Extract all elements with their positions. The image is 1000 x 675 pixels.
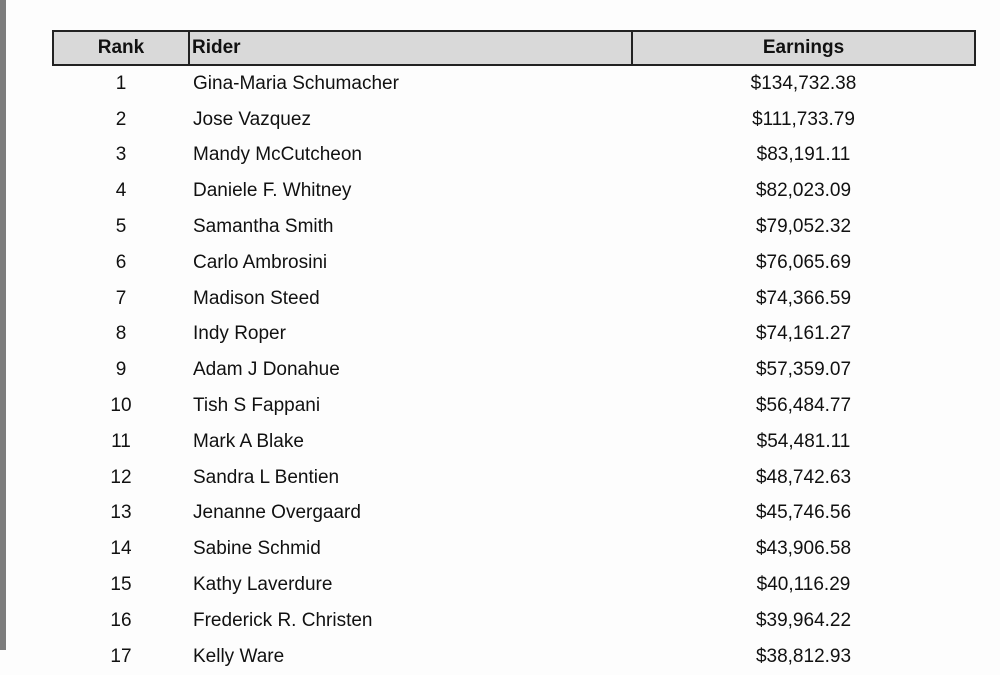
rank-cell: 3 xyxy=(115,144,127,166)
rank-cell: 6 xyxy=(115,251,127,273)
rider-cell: Jose Vazquez xyxy=(193,108,311,130)
rider-cell: Mark A Blake xyxy=(193,430,304,452)
rank-cell: 11 xyxy=(111,430,131,452)
rider-cell: Sabine Schmid xyxy=(193,538,321,560)
rider-cell: Tish S Fappani xyxy=(193,395,321,417)
rank-cell: 14 xyxy=(110,538,132,560)
table-row xyxy=(53,281,975,317)
document-page xyxy=(6,0,1000,667)
table-row xyxy=(53,603,975,639)
rider-cell: Mandy McCutcheon xyxy=(193,144,362,166)
earnings-cell: $56,484.77 xyxy=(755,395,852,417)
rank-cell: 16 xyxy=(110,609,132,631)
table-row xyxy=(53,639,975,675)
table-header-row xyxy=(53,31,975,65)
table-row xyxy=(53,388,975,424)
earnings-column-header: Earnings xyxy=(632,31,975,65)
table-row xyxy=(53,567,975,603)
rider-cell: Kelly Ware xyxy=(193,645,285,667)
table-row xyxy=(53,65,975,102)
earnings-cell: $39,964.22 xyxy=(755,609,852,631)
rider-cell: Sandra L Bentien xyxy=(193,466,340,488)
earnings-cell: $134,732.38 xyxy=(750,72,857,94)
table-row xyxy=(53,496,975,532)
rank-cell: 8 xyxy=(115,323,127,345)
rank-cell: 7 xyxy=(115,287,127,309)
rank-cell: 15 xyxy=(110,574,132,596)
table-row xyxy=(53,102,975,138)
rider-cell: Gina-Maria Schumacher xyxy=(193,72,399,94)
table-row xyxy=(53,460,975,496)
earnings-cell: $74,161.27 xyxy=(755,323,852,345)
rank-cell: 10 xyxy=(110,395,132,417)
rider-cell: Madison Steed xyxy=(193,287,320,309)
earnings-cell: $83,191.11 xyxy=(756,144,851,166)
earnings-cell: $79,052.32 xyxy=(755,216,852,238)
table-body xyxy=(53,65,975,675)
rank-cell: 17 xyxy=(110,645,132,667)
table-row xyxy=(53,138,975,174)
table-row xyxy=(53,245,975,281)
rank-cell: 12 xyxy=(110,466,132,488)
table-row xyxy=(53,209,975,245)
earnings-cell: $38,812.93 xyxy=(755,645,852,667)
rank-cell: 2 xyxy=(115,108,127,130)
table-row xyxy=(53,531,975,567)
earnings-cell: $74,366.59 xyxy=(755,287,852,309)
rank-cell: 9 xyxy=(115,359,127,381)
earnings-cell: $45,746.56 xyxy=(755,502,852,524)
table-row xyxy=(53,317,975,353)
earnings-cell: $76,065.69 xyxy=(755,251,852,273)
table-row xyxy=(53,173,975,209)
rider-cell: Kathy Laverdure xyxy=(193,574,333,596)
table-row xyxy=(53,424,975,460)
rank-cell: 4 xyxy=(115,180,127,202)
rider-cell: Jenanne Overgaard xyxy=(193,502,361,524)
earnings-cell: $48,742.63 xyxy=(755,466,852,488)
earnings-cell: $54,481.11 xyxy=(756,430,851,452)
earnings-cell: $43,906.58 xyxy=(755,538,852,560)
rank-cell: 5 xyxy=(115,216,127,238)
rider-column-header: Rider xyxy=(189,31,632,65)
rider-cell: Adam J Donahue xyxy=(193,359,340,381)
earnings-table xyxy=(52,30,976,675)
table-row xyxy=(53,352,975,388)
rank-cell: 1 xyxy=(115,72,127,94)
earnings-cell: $40,116.29 xyxy=(756,574,851,596)
rank-cell: 13 xyxy=(110,502,132,524)
rider-cell: Frederick R. Christen xyxy=(193,609,373,631)
rider-cell: Samantha Smith xyxy=(193,216,334,238)
rank-column-header: Rank xyxy=(53,31,189,65)
earnings-cell: $57,359.07 xyxy=(755,359,852,381)
rider-cell: Indy Roper xyxy=(193,323,286,345)
earnings-cell: $82,023.09 xyxy=(755,180,852,202)
earnings-cell: $111,733.79 xyxy=(752,108,855,130)
rider-cell: Carlo Ambrosini xyxy=(193,251,328,273)
rider-cell: Daniele F. Whitney xyxy=(193,180,352,202)
